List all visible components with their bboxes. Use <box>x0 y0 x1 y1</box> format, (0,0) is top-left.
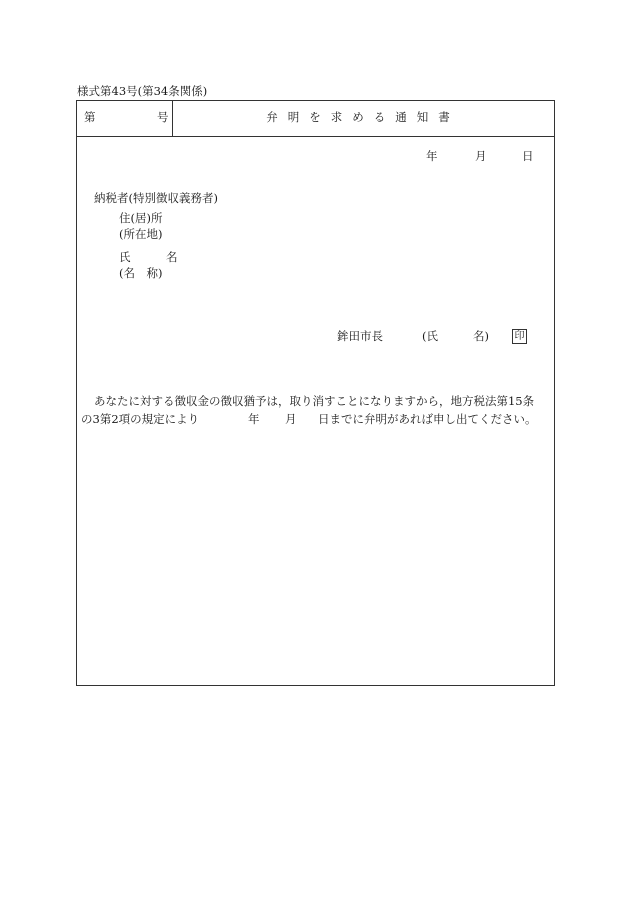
taxpayer-heading: 納税者(特別徴収義務者) <box>94 191 218 205</box>
notice-body-line-2: の3第2項の規定により <box>81 412 200 426</box>
issuer-name-open: (氏 <box>422 329 438 343</box>
form-number: 様式第43号(第34条関係) <box>77 84 208 98</box>
corporate-name-label: (名 称) <box>119 266 163 280</box>
issuer-name-close: 名) <box>473 329 489 343</box>
name-label-first: 氏 <box>119 250 131 264</box>
number-suffix: 号 <box>157 110 169 124</box>
issuer-title: 鉾田市長 <box>337 329 383 343</box>
number-prefix: 第 <box>84 110 96 124</box>
date-day-label: 日 <box>522 149 534 163</box>
notice-form-frame <box>76 100 555 686</box>
deadline-month-label: 月 <box>285 412 297 426</box>
header-row <box>77 101 554 137</box>
notice-body-line-2-rest: 日までに弁明があれば申し出てください。 <box>318 412 537 426</box>
deadline-year-label: 年 <box>248 412 260 426</box>
document-title: 弁明を求める通知書 <box>266 110 460 124</box>
date-year-label: 年 <box>426 149 438 163</box>
address-label: 住(居)所 <box>119 211 163 225</box>
notice-body-line-1: あなたに対する徴収金の徴収猶予は，取り消すことになりますから，地方税法第15条 <box>94 394 535 408</box>
location-label: (所在地) <box>119 227 163 241</box>
date-month-label: 月 <box>475 149 487 163</box>
document-number-cell <box>77 101 173 136</box>
seal-stamp-icon: 印 <box>512 329 527 344</box>
name-label-second: 名 <box>166 250 178 264</box>
